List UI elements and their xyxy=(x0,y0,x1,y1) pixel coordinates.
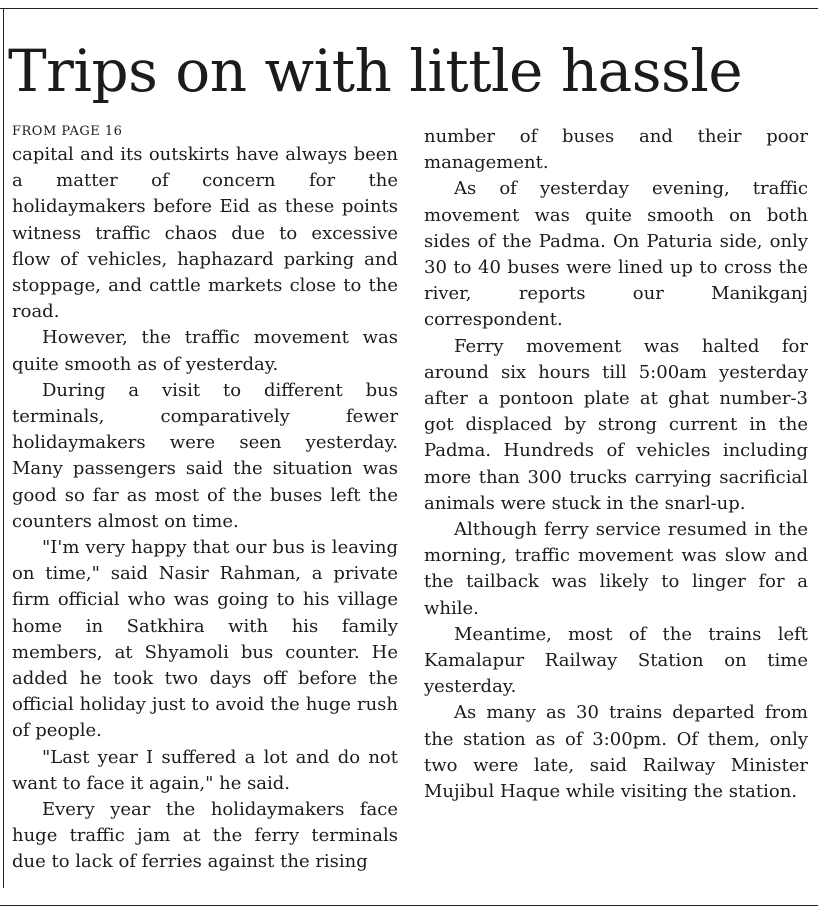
right-column xyxy=(424,124,808,805)
paragraph: However, the traffic movement was quite smooth as of yesterday. xyxy=(12,327,398,375)
paragraph: As of yesterday evening, traffic movement was quite smooth on both sides of the Padma. On Paturia side, only 30 to 40 buses were lined up to cross the river, reports our Manikganj correspondent. xyxy=(424,178,808,331)
left-rule xyxy=(3,8,4,888)
paragraph: Although ferry service resumed in the morning, traffic movement was slow and the tailback was likely to linger for a while. xyxy=(424,519,808,619)
paragraph: As many as 30 trains departed from the station as of 3:00pm. Of them, only two were late, said Railway Minister Mujibul Haque while visiting the station. xyxy=(424,702,808,803)
headline: Trips on with little hassle xyxy=(8,37,743,105)
paragraph: Ferry movement was halted for around six hours till 5:00am yesterday after a pontoon plate at ghat number-3 got displaced by strong current in the Padma. Hundreds of vehicles including more than 300 trucks carrying sacrificial animals were stuck in the snarl-up. xyxy=(424,335,808,514)
paragraph: Every year the holidaymakers face huge traffic jam at the ferry terminals due to lack of ferries against the rising xyxy=(12,799,398,873)
left-column xyxy=(12,124,398,876)
paragraph: During a visit to different bus terminals, comparatively fewer holidaymakers were seen yesterday. Many passengers said the situation was good so far as most of the buses left the counters almost on time. xyxy=(12,379,398,532)
paragraph: number of buses and their poor management. xyxy=(424,126,808,174)
paragraph: capital and its outskirts have always been a matter of concern for the holidaymakers before Eid as these points witness traffic chaos due to excessive flow of vehicles, haphazard parking and stoppage, and cattle markets close to the road. xyxy=(12,144,398,323)
top-rule xyxy=(0,8,818,9)
bottom-rule xyxy=(0,905,818,906)
jump-line: FROM PAGE 16 xyxy=(12,124,123,139)
paragraph: Meantime, most of the trains left Kamalapur Railway Station on time yesterday. xyxy=(424,623,808,698)
paragraph: "I'm very happy that our bus is leaving on time," said Nasir Rahman, a private firm official who was going to his village home in Satkhira with his family members, at Shyamoli bus counter. He added he took two days off before the official holiday just to avoid the huge rush of people. xyxy=(12,537,398,742)
paragraph: "Last year I suffered a lot and do not want to face it again," he said. xyxy=(12,746,398,794)
